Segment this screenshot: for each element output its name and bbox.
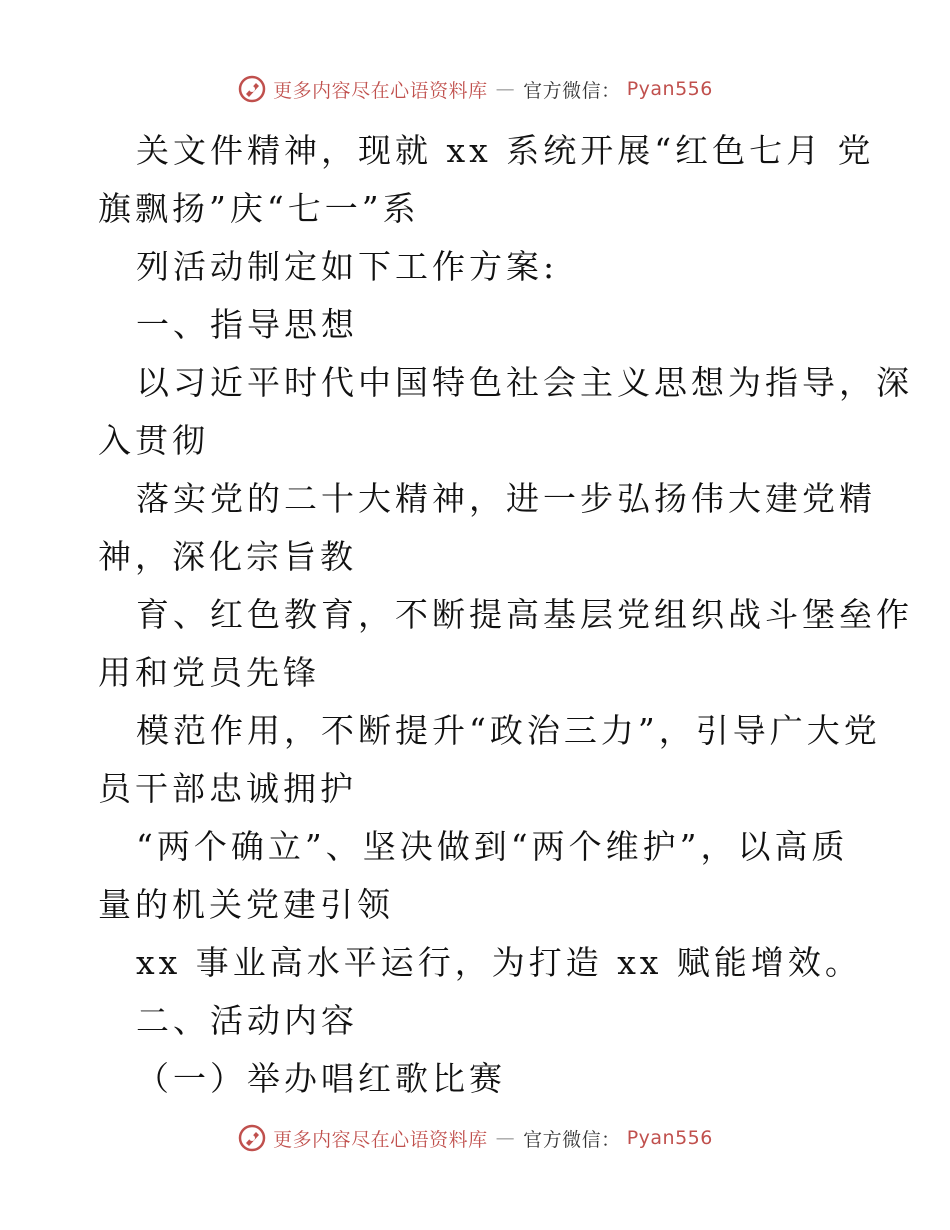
watermark-separator: —: [495, 1127, 516, 1149]
text-line: 神，深化宗旨教: [98, 537, 357, 576]
text-line: （一）举办唱红歌比赛: [136, 1059, 506, 1098]
document-body: [98, 122, 913, 1108]
watermark-account-id: Pyan556: [626, 1127, 713, 1149]
text-line: xx 事业高水平运行，为打造 xx 赋能增效。: [136, 943, 862, 982]
watermark-official-label: 官方微信：: [523, 79, 621, 102]
text-line: “两个确立”、坚决做到“两个维护”，以高质: [136, 827, 849, 866]
brand-logo-icon: [237, 1123, 267, 1153]
text-line: 模范作用，不断提升“政治三力”，引导广大党: [136, 711, 881, 750]
text-line: 列活动制定如下工作方案:: [136, 247, 559, 286]
watermark-official-label: 官方微信：: [523, 1128, 621, 1151]
footer-watermark: [0, 1123, 950, 1153]
text-line: 二、活动内容: [136, 1001, 358, 1040]
text-line: 一、指导思想: [136, 305, 358, 344]
watermark-main-text: 更多内容尽在心语资料库: [273, 1128, 488, 1151]
text-line: 育、红色教育，不断提高基层党组织战斗堡垒作: [136, 595, 913, 634]
text-line: 员干部忠诚拥护: [98, 769, 357, 808]
text-line: 量的机关党建引领: [98, 885, 394, 924]
brand-logo-icon: [237, 74, 267, 104]
text-line: 用和党员先锋: [98, 653, 320, 692]
header-watermark: [0, 74, 950, 104]
watermark-separator: —: [495, 78, 516, 100]
text-line: 入贯彻: [98, 421, 209, 460]
text-line: 关文件精神，现就 xx 系统开展“红色七月 党: [136, 131, 875, 170]
text-line: 以习近平时代中国特色社会主义思想为指导，深: [136, 363, 913, 402]
watermark-account-id: Pyan556: [626, 78, 713, 100]
text-line: 落实党的二十大精神，进一步弘扬伟大建党精: [136, 479, 876, 518]
watermark-main-text: 更多内容尽在心语资料库: [273, 79, 488, 102]
text-line: 旗飘扬”庆“七一”系: [98, 189, 420, 228]
